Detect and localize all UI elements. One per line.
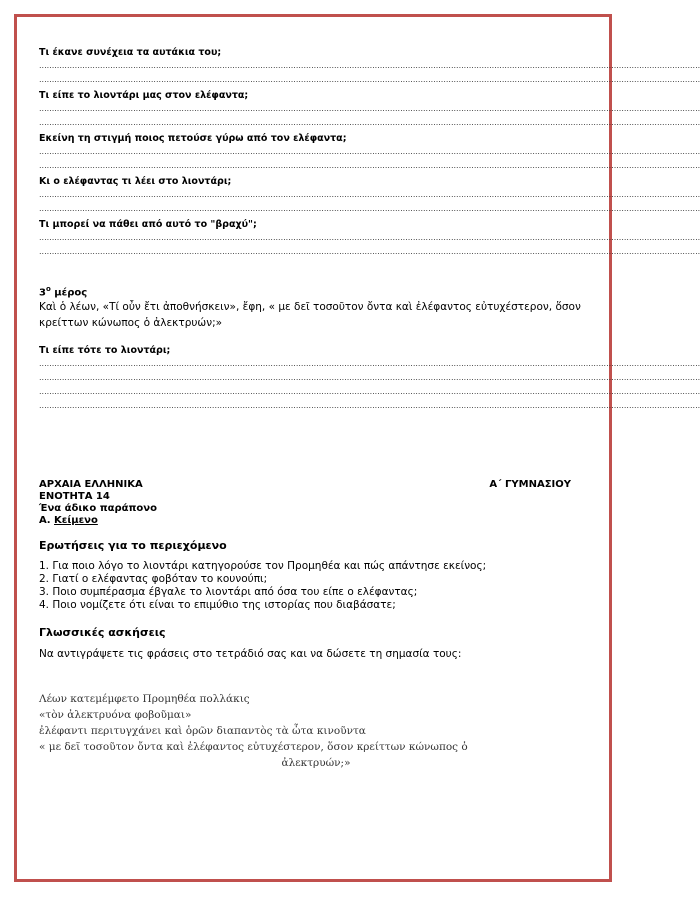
page-border [14,14,700,882]
answer-line[interactable]: .................................................................................................................................................................................................................................................................... [39,359,700,369]
question-text: Τι έκανε συνέχεια τα αυτάκια του; [39,47,222,58]
part3-question: Τι είπε τότε το λιοντάρι; [39,345,171,357]
language-phrases [39,691,593,755]
question-block [39,133,700,173]
language-instruction: Να αντιγράψετε τις φράσεις στο τετράδιό σας και να δώσετε τη σημασία τους: [39,648,462,661]
part3-title: $3^o$ μέρος [39,285,88,299]
answer-line[interactable]: .................................................................................................................................................................................................................................................................... [39,161,700,170]
part2-questions [39,47,700,259]
phrase-end: ἀλεκτρυών;» [281,757,351,770]
question-text: Εκείνη τη στιγμή ποιος πετούσε γύρω από τον ελέφαντα; [39,133,347,144]
worksheet-content [39,47,700,771]
part3-answer-lines [39,357,700,413]
answer-line[interactable]: .................................................................................................................................................................................................................................................................... [39,247,700,256]
question-block [39,90,700,130]
grade-label: Α΄ ΓΥΜΝΑΣΙΟΥ [489,479,571,491]
list-item: 4. Ποιο νομίζετε ότι είναι το επιμύθιο της ιστορίας που διαβάσατε; [39,599,396,612]
answer-line[interactable]: .................................................................................................................................................................................................................................................................... [39,118,700,127]
question-text: Τι μπορεί να πάθει από αυτό το "βραχύ"; [39,219,257,230]
content-questions-list [39,560,593,612]
content-questions-title: Ερωτήσεις για το περιεχόμενο [39,539,227,553]
question-block [39,219,700,259]
answer-line[interactable]: .................................................................................................................................................................................................................................................................... [39,75,700,84]
list-item: 3. Ποιο συμπέρασμα έβγαλε το λιοντάρι από όσα του είπε ο ελέφαντας; [39,586,418,599]
phrase-line: Λέων κατεμέμφετο Προμηθέα πολλάκις [39,693,250,706]
subject-label: ΑΡΧΑΙΑ ΕΛΛΗΝΙΚΑ [39,479,143,491]
list-item: 1. Για ποιο λόγο το λιοντάρι κατηγορούσε τον Προμηθέα και πώς απάντησε εκείνος; [39,560,487,573]
answer-line[interactable]: .................................................................................................................................................................................................................................................................... [39,204,700,213]
answer-line[interactable]: .................................................................................................................................................................................................................................................................... [39,104,700,113]
question-block [39,176,700,216]
phrase-line: «τὸν ἀλεκτρυόνα φοβοῦμαι» [39,709,192,722]
question-block [39,47,700,87]
list-item: 2. Γιατί ο ελέφαντας φοβόταν το κουνούπι; [39,573,268,586]
question-text: Κι ο ελέφαντας τι λέει στο λιοντάρι; [39,176,232,187]
phrase-line: ἐλέφαντι περιτυγχάνει καὶ ὁρῶν διαπαντὸς τὰ ὦτα κινοῦντα [39,725,366,738]
answer-line[interactable]: .................................................................................................................................................................................................................................................................... [39,233,700,242]
unit-label: ΕΝΟΤΗΤΑ 14 [39,491,110,503]
answer-line[interactable]: .................................................................................................................................................................................................................................................................... [39,61,700,70]
language-title: Γλωσσικές ασκήσεις [39,626,166,640]
lesson-header [39,479,593,491]
question-text: Τι είπε το λιοντάρι μας στον ελέφαντα; [39,90,249,101]
answer-line[interactable]: .................................................................................................................................................................................................................................................................... [39,190,700,199]
answer-line[interactable]: .................................................................................................................................................................................................................................................................... [39,387,700,397]
part3-ancient-text: Καὶ ὁ λέων, «Τί οὖν ἔτι ἀποθνήσκειν», ἔφη, « με δεῖ τοσοῦτον ὄντα καὶ ἐλέφαντος εὐτυχέστερον, ὅσον κρείττων κώνωπος ὁ ἀλεκτρυών;» [39,301,581,330]
answer-line[interactable]: .................................................................................................................................................................................................................................................................... [39,373,700,383]
section-label: Α. Κείμενο [39,515,98,527]
answer-line[interactable]: .................................................................................................................................................................................................................................................................... [39,147,700,156]
answer-line[interactable]: .................................................................................................................................................................................................................................................................... [39,401,700,411]
lesson-title: Ένα άδικο παράπονο [39,503,157,515]
phrase-line: « με δεῖ τοσοῦτον ὄντα καὶ ἐλέφαντος εὐτυχέστερον, ὅσον κρείττων κώνωπος ὁ [39,741,468,754]
